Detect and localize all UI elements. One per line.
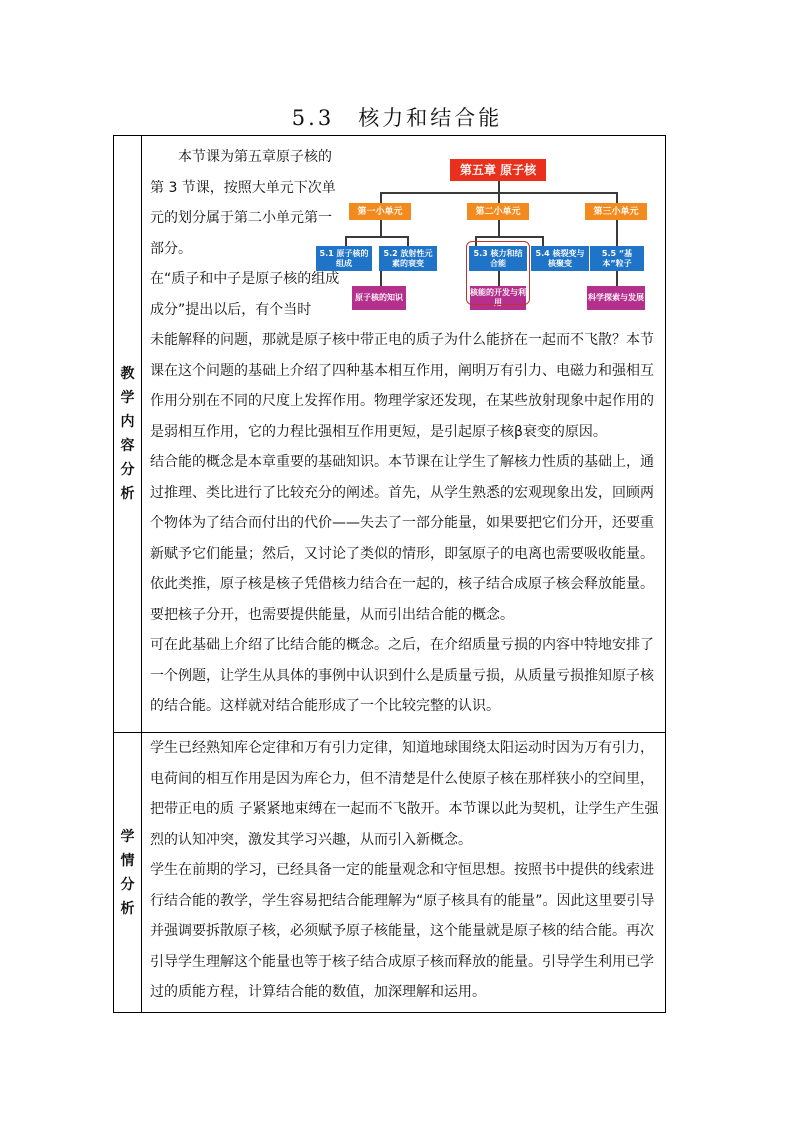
current-lesson-highlight	[466, 241, 530, 305]
content-paragraph: 结合能的概念是本章重要的基础知识。本节课在让学生了解核力性质的基础上，通过推理、类比进行了比较充分的阐述。首先，从学生熟悉的宏观现象出发，回顾两个物体为了结合而付出的代价——失去了一部分能量，如果要把它们分开，还要重新赋予它们能量；然后，又讨论了类似的情形，即氢原子的电离也需要吸收能量。依此类推，原子核是核子凭借核力结合在一起的，核子结合成原子核会释放能量。要把核子分开，也需要提供能量，从而引出结合能的概念。	[150, 454, 654, 623]
unit-box: 第三小单元	[585, 203, 647, 220]
label-char: 内	[120, 414, 135, 430]
label-char: 析	[120, 900, 135, 917]
unit-structure-diagram	[319, 155, 649, 310]
chapter-box: 第五章 原子核	[450, 159, 546, 181]
intro-paragraph: 在“质子和中子是原子核的组成成分”提出以后，有个当时	[150, 271, 340, 318]
intro-paragraph: 本节课为第五章原子核的第 3 节课，按照大单元下次单元的划分属于第二小单元第一部分。	[150, 149, 336, 257]
student-analysis-label	[114, 733, 142, 1012]
page-title: 5.3 核力和结合能	[291, 106, 503, 130]
label-char: 分	[120, 876, 135, 893]
content-paragraph: 学生在前期的学习，已经具备一定的能量观念和守恒思想。按照书中提供的线索进行结合能的教学，学生容易把结合能理解为“原子核具有的能量”。因此这里要引导并强调要拆散原子核，必须赋予原子核能量，这个能量就是原子核的结合能。再次引导学生理解这个能量也等于核子结合成原子核而释放的能量。引导学生利用已学过的质能方程，计算结合能的数值，加深理解和运用。	[150, 862, 655, 1000]
content-paragraph: 学生已经熟知库仑定律和万有引力定律，知道地球围绕太阳运动时因为万有引力，电荷间的相互作用是因为库仑力，但不清楚是什么使原子核在那样狭小的空间里，把带正电的质 子紧紧地束缚在一起而不飞散开。本节课以此为契机，让学生产生强烈的认知冲突，激发其学习兴趣，从而引入新概念。	[150, 740, 659, 848]
section-box: 5.4 核裂变与核聚变	[531, 246, 589, 271]
label-char: 教	[120, 366, 135, 382]
leaf-box: 核能的开发与利用	[470, 286, 526, 310]
teaching-content-text	[150, 325, 661, 722]
intro-text	[150, 142, 342, 325]
lesson-table	[113, 135, 666, 1013]
section-box: 5.3 核力和结合能	[469, 246, 527, 271]
label-char: 学	[120, 828, 135, 845]
teaching-content-label	[114, 136, 142, 732]
unit-box: 第二小单元	[467, 203, 529, 220]
leaf-box: 科学探索与发展	[587, 286, 645, 310]
teaching-content-row	[114, 136, 665, 733]
student-analysis-row	[114, 733, 665, 1012]
unit-box: 第一小单元	[349, 203, 411, 220]
section-box: 5.5 “基本”粒子	[590, 246, 644, 271]
label-char: 容	[120, 438, 135, 454]
content-paragraph: 未能解释的问题，那就是原子核中带正电的质子为什么能挤在一起而不飞散？本节课在这个问题的基础上介绍了四种基本相互作用，阐明万有引力、电磁力和强相互作用分别在不同的尺度上发挥作用。物理学家还发现，在某些放射现象中起作用的是弱相互作用，它的力程比强相互作用更短，是引起原子核β衰变的原因。	[150, 332, 654, 440]
label-char: 学	[120, 390, 135, 406]
leaf-box: 原子核的知识	[352, 286, 406, 310]
label-char: 情	[120, 852, 135, 869]
student-analysis-text	[150, 733, 661, 1008]
label-char: 分	[120, 462, 135, 478]
label-char: 析	[120, 486, 135, 502]
section-box: 5.1 原子核的组成	[316, 246, 372, 271]
section-box: 5.2 放射性元素的衰变	[379, 246, 437, 271]
content-paragraph: 可在此基础上介绍了比结合能的概念。之后，在介绍质量亏损的内容中特地安排了一个例题，让学生从具体的事例中认识到什么是质量亏损，从质量亏损推知原子核的结合能。这样就对结合能形成了一个比较完整的认识。	[150, 637, 654, 714]
